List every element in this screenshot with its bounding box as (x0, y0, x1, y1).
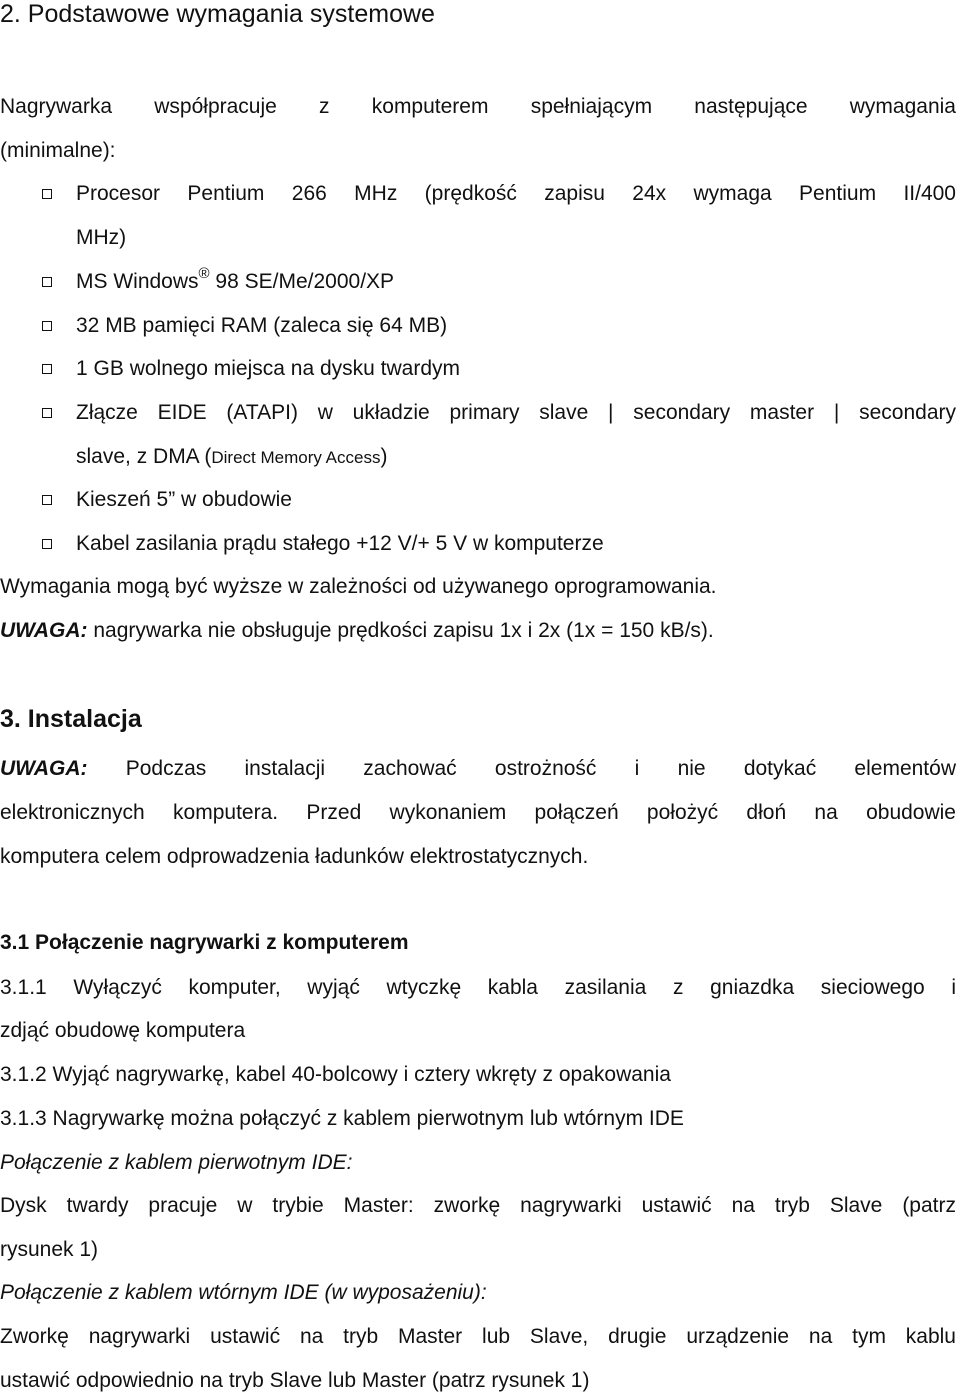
body-text: elektronicznych komputera. Przed wykonaniem połączeń położyć dłoń na obudowie (0, 801, 956, 824)
list-item: Procesor Pentium 266 MHz (prędkość zapisu 24x wymaga Pentium II/400 (76, 182, 956, 205)
step-text: zdjąć obudowę komputera (0, 1019, 246, 1042)
list-item: Kieszeń 5” w obudowie (76, 488, 292, 511)
list-item-text: 98 SE/Me/2000/XP (209, 270, 395, 293)
body-text: Dysk twardy pracuje w trybie Master: zworkę nagrywarki ustawić na tryb Slave (patrz (0, 1194, 956, 1217)
list-item: MHz) (76, 226, 127, 249)
intro-text: Nagrywarka współpracuje z komputerem spełniającym następujące wymagania (0, 95, 956, 118)
list-item-text: Direct Memory Access (211, 448, 381, 467)
warning-label: UWAGA: (0, 757, 88, 780)
registered-mark: ® (198, 265, 210, 282)
checkbox-bullet-icon (42, 321, 52, 331)
body-text: Zworkę nagrywarki ustawić na tryb Master lub Slave, drugie urządzenie na tym kablu (0, 1325, 956, 1348)
connection-heading: Połączenie z kablem pierwotnym IDE: (0, 1151, 353, 1174)
list-item: Kabel zasilania prądu stałego +12 V/+ 5 V w komputerze (76, 532, 604, 555)
list-item-text: ) (380, 445, 388, 468)
warning-body: Podczas instalacji zachować ostrożność i nie dotykać elementów (87, 757, 956, 780)
body-text: ustawić odpowiednio na tryb Slave lub Master (patrz rysunek 1) (0, 1369, 590, 1392)
list-item (76, 446, 387, 467)
warning-text (0, 620, 714, 641)
connection-heading: Połączenie z kablem wtórnym IDE (w wyposażeniu): (0, 1281, 487, 1304)
checkbox-bullet-icon (42, 539, 52, 549)
section-heading: 3. Instalacja (0, 705, 142, 733)
list-item: 1 GB wolnego miejsca na dysku twardym (76, 357, 460, 380)
subsection-heading: 3.1 Połączenie nagrywarki z komputerem (0, 931, 409, 954)
body-text: rysunek 1) (0, 1238, 99, 1261)
intro-text: (minimalne): (0, 139, 116, 162)
list-item-text: slave, z DMA ( (76, 445, 212, 468)
list-item: 32 MB pamięci RAM (zaleca się 64 MB) (76, 314, 448, 337)
warning-label: UWAGA: (0, 619, 88, 642)
section-heading: 2. Podstawowe wymagania systemowe (0, 0, 435, 28)
warning-text (0, 758, 956, 779)
list-item-text: MS Windows (76, 270, 199, 293)
checkbox-bullet-icon (42, 189, 52, 199)
body-text: komputera celem odprowadzenia ładunków elektrostatycznych. (0, 845, 589, 868)
warning-body: nagrywarka nie obsługuje prędkości zapisu 1x i 2x (1x = 150 kB/s). (87, 619, 714, 642)
checkbox-bullet-icon (42, 408, 52, 418)
checkbox-bullet-icon (42, 364, 52, 374)
step-text: 3.1.2 Wyjąć nagrywarkę, kabel 40-bolcowy i cztery wkręty z opakowania (0, 1063, 671, 1086)
checkbox-bullet-icon (42, 495, 52, 505)
note-text: Wymagania mogą być wyższe w zależności od używanego oprogramowania. (0, 575, 717, 598)
step-text: 3.1.1 Wyłączyć komputer, wyjąć wtyczkę kabla zasilania z gniazdka sieciowego i (0, 976, 956, 999)
step-text: 3.1.3 Nagrywarkę można połączyć z kablem pierwotnym lub wtórnym IDE (0, 1107, 684, 1130)
checkbox-bullet-icon (42, 277, 52, 287)
list-item (76, 265, 395, 293)
list-item: Złącze EIDE (ATAPI) w układzie primary slave | secondary master | secondary (76, 401, 956, 424)
